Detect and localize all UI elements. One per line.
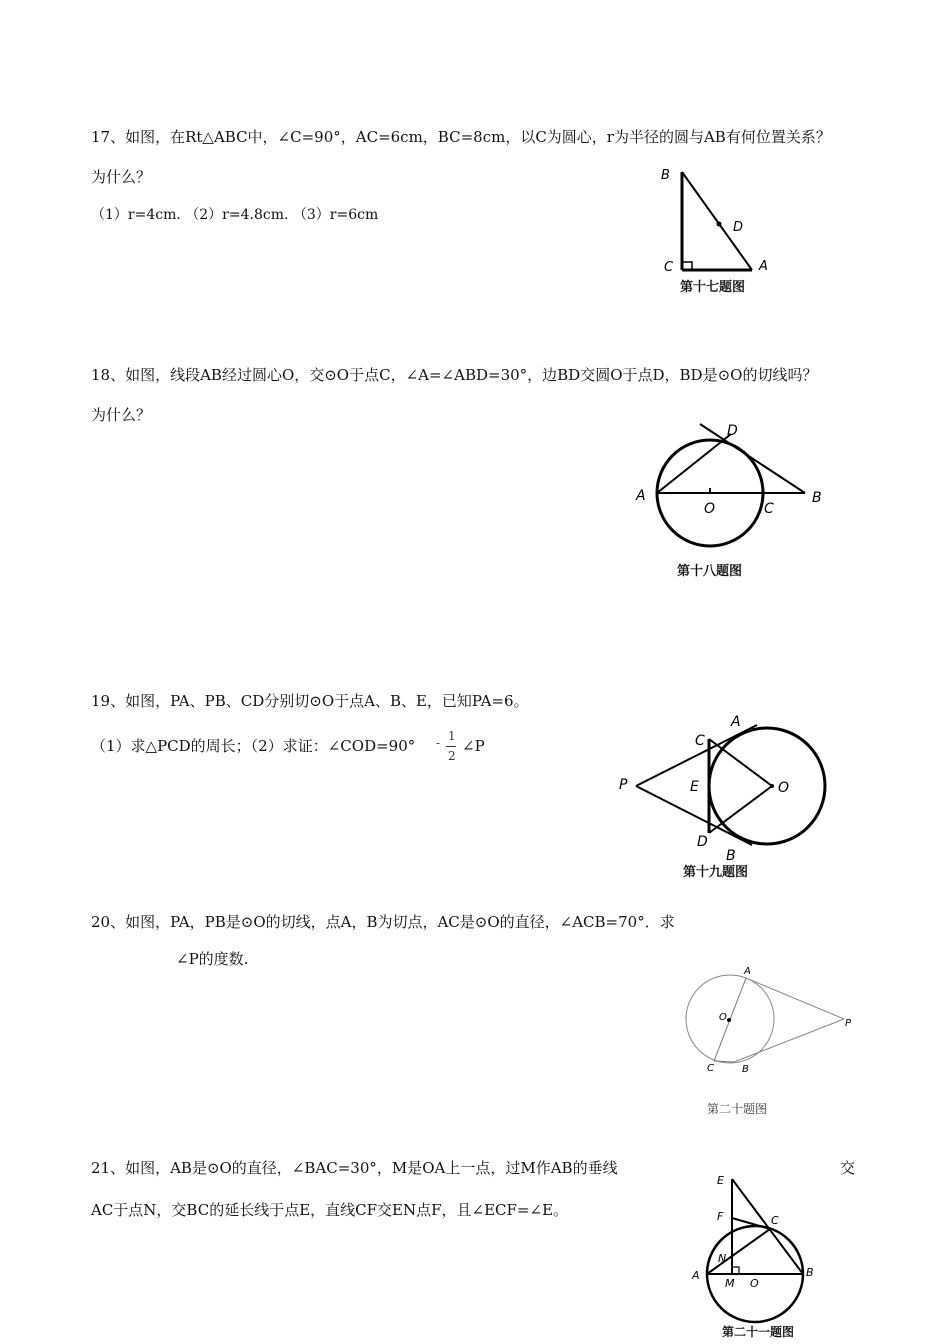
q19-label-a: A [731,714,741,730]
q18-segment-bd [700,424,805,493]
q17-point-d [717,222,722,227]
q18-label-b: B [812,490,822,506]
q20-label-c: C [707,1063,714,1074]
q17-label-a: A [759,259,768,274]
q20-point-o [727,1018,731,1022]
q18-label-a: A [636,488,646,504]
q18-text-line2: 为什么？ [91,406,152,424]
q20-caption: 第二十题图 [707,1102,768,1116]
q19-minus-sign: - [436,736,441,750]
q19-label-e: E [690,779,699,795]
q20-tangent-pb [734,1019,844,1062]
q19-caption: 第十九题图 [683,865,749,880]
q17-label-b: B [661,168,670,183]
q18-caption: 第十八题图 [677,564,743,579]
q18-label-o: O [704,501,716,517]
q18-figure [630,418,840,558]
q21-label-n: N [718,1252,727,1265]
q19-label-b: B [726,848,736,864]
q21-label-m: M [725,1277,735,1290]
q20-tangent-pa [746,978,844,1019]
q17-caption: 第十七题图 [680,280,746,295]
q21-figure [684,1166,824,1326]
q20-label-a: A [744,966,751,977]
q19-segment-do [709,786,772,833]
q18-label-d: D [727,423,738,439]
q21-text-line1a: 21、如图，AB是⊙O的直径，∠BAC=30°，M是OA上一点，过M作AB的垂线 [91,1159,618,1177]
q21-label-b: B [806,1266,814,1279]
q20-figure [676,958,866,1078]
q17-figure [650,160,780,285]
q19-fraction-numerator: 1 [448,729,456,743]
q21-caption: 第二十一题图 [722,1325,795,1339]
q17-text-line3: （1）r=4cm. （2）r=4.8cm. （3）r=6cm [91,207,379,223]
q21-label-c: C [771,1214,779,1227]
q20-label-o: O [719,1012,727,1023]
q19-circle-o [709,728,825,844]
q21-label-f: F [717,1210,724,1223]
q19-label-o: O [778,780,790,796]
q20-label-p: P [845,1018,852,1029]
q21-label-e: E [717,1174,724,1187]
q20-chord-cb [714,1061,734,1062]
q19-label-c: C [695,733,705,749]
q18-label-c: C [764,501,774,517]
q19-segment-co [709,739,772,786]
q19-text-line2a: （1）求△PCD的周长；（2）求证：∠COD=90° [91,737,416,755]
q19-point-o [770,784,774,788]
q21-text-line1b: 交 [840,1159,856,1177]
q21-label-a: A [692,1269,700,1282]
q21-text-line2: AC于点N，交BC的延长线于点E，直线CF交EN点F，且∠ECF=∠E。 [91,1201,569,1219]
q19-fraction-bar [446,746,456,747]
q20-text-line2: ∠P的度数. [176,950,249,968]
q19-fraction-denominator: 2 [448,749,456,763]
q19-label-p: P [619,777,628,793]
q17-text-line1: 17、如图，在Rt△ABC中，∠C=90°，AC=6cm，BC=8cm，以C为圆心，r为半径的圆与AB有何位置关系？ [91,128,831,146]
q19-figure [612,710,842,865]
q21-label-o: O [750,1277,759,1290]
q18-text-line1: 18、如图，线段AB经过圆心O，交⊙O于点C，∠A=∠ABD=30°，边BD交圆O于点D，BD是⊙O的切线吗？ [91,366,818,384]
q17-label-d: D [733,220,744,235]
q19-label-d: D [697,834,708,850]
q20-text-line1: 20、如图，PA，PB是⊙O的切线，点A，B为切点，AC是⊙O的直径，∠ACB=70°．求 [91,913,675,931]
q20-label-b: B [742,1064,749,1075]
q17-label-c: C [664,260,674,275]
q17-text-line2: 为什么？ [91,168,152,186]
q19-text-line2b: ∠P [462,737,485,755]
q19-text-line1: 19、如图，PA、PB、CD分别切⊙O于点A、B、E，已知PA=6。 [91,692,529,710]
q21-right-angle-mark [732,1267,739,1274]
